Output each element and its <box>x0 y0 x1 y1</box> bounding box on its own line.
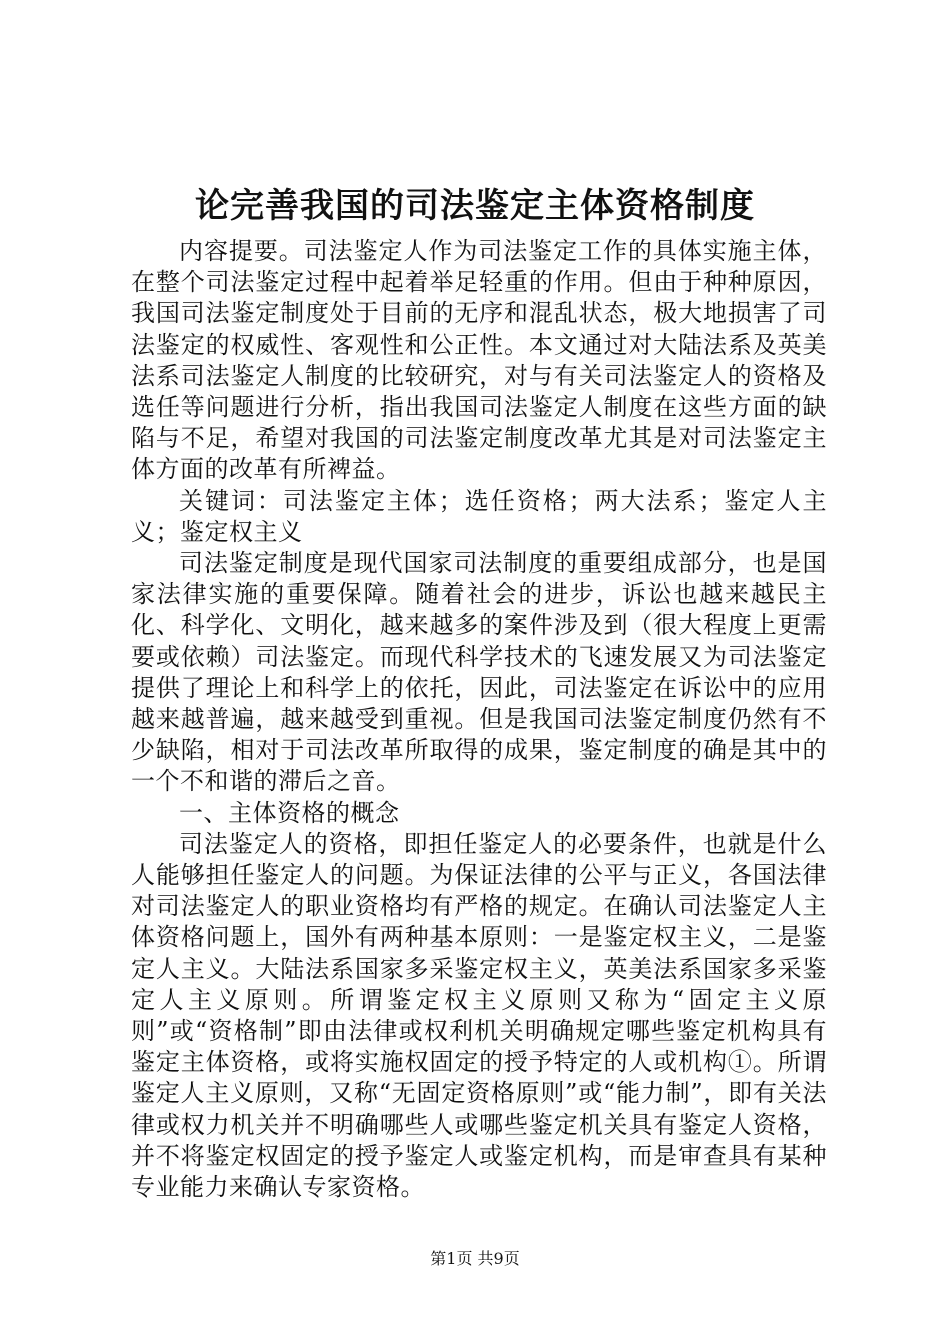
document-title: 论完善我国的司法鉴定主体资格制度 <box>195 186 755 226</box>
keywords-paragraph: 关键词：司法鉴定主体；选任资格；两大法系；鉴定人主义；鉴定权主义 <box>131 486 827 546</box>
page-footer: 第1页 共9页 <box>430 1249 520 1268</box>
section-heading: 一、主体资格的概念 <box>179 798 400 827</box>
document-body <box>131 236 827 1203</box>
intro-paragraph: 司法鉴定制度是现代国家司法制度的重要组成部分，也是国家法律实施的重要保障。随着社会的进步，诉讼也越来越民主化、科学化、文明化，越来越多的案件涉及到（很大程度上更需要或依赖）司法鉴定。而现代科学技术的飞速发展又为司法鉴定提供了理论上和科学上的依托，因此，司法鉴定在诉讼中的应用越来越普遍，越来越受到重视。但是我国司法鉴定制度仍然有不少缺陷，相对于司法改革所取得的成果，鉴定制度的确是其中的一个不和谐的滞后之音。 <box>131 549 827 796</box>
abstract-paragraph: 内容提要。司法鉴定人作为司法鉴定工作的具体实施主体，在整个司法鉴定过程中起着举足轻重的作用。但由于种种原因，我国司法鉴定制度处于目前的无序和混乱状态，极大地损害了司法鉴定的权威性、客观性和公正性。本文通过对大陆法系及英美法系司法鉴定人制度的比较研究，对与有关司法鉴定人的资格及选任等问题进行分析，指出我国司法鉴定人制度在这些方面的缺陷与不足，希望对我国的司法鉴定制度改革尤其是对司法鉴定主体方面的改革有所裨益。 <box>131 237 827 484</box>
section-paragraph: 司法鉴定人的资格，即担任鉴定人的必要条件，也就是什么人能够担任鉴定人的问题。为保证法律的公平与正义，各国法律对司法鉴定人的职业资格均有严格的规定。在确认司法鉴定人主体资格问题上，国外有两种基本原则：一是鉴定权主义，二是鉴定人主义。大陆法系国家多采鉴定权主义，英美法系国家多采鉴定人主义原则。所谓鉴定权主义原则又称为“固定主义原则”或“资格制”即由法律或权利机关明确规定哪些鉴定机构具有鉴定主体资格，或将实施权固定的授予特定的人或机构①。所谓鉴定人主义原则，又称“无固定资格原则”或“能力制”，即有关法律或权力机关并不明确哪些人或哪些鉴定机关具有鉴定人资格，并不将鉴定权固定的授予鉴定人或鉴定机构，而是审查具有某种专业能力来确认专家资格。 <box>131 829 827 1202</box>
